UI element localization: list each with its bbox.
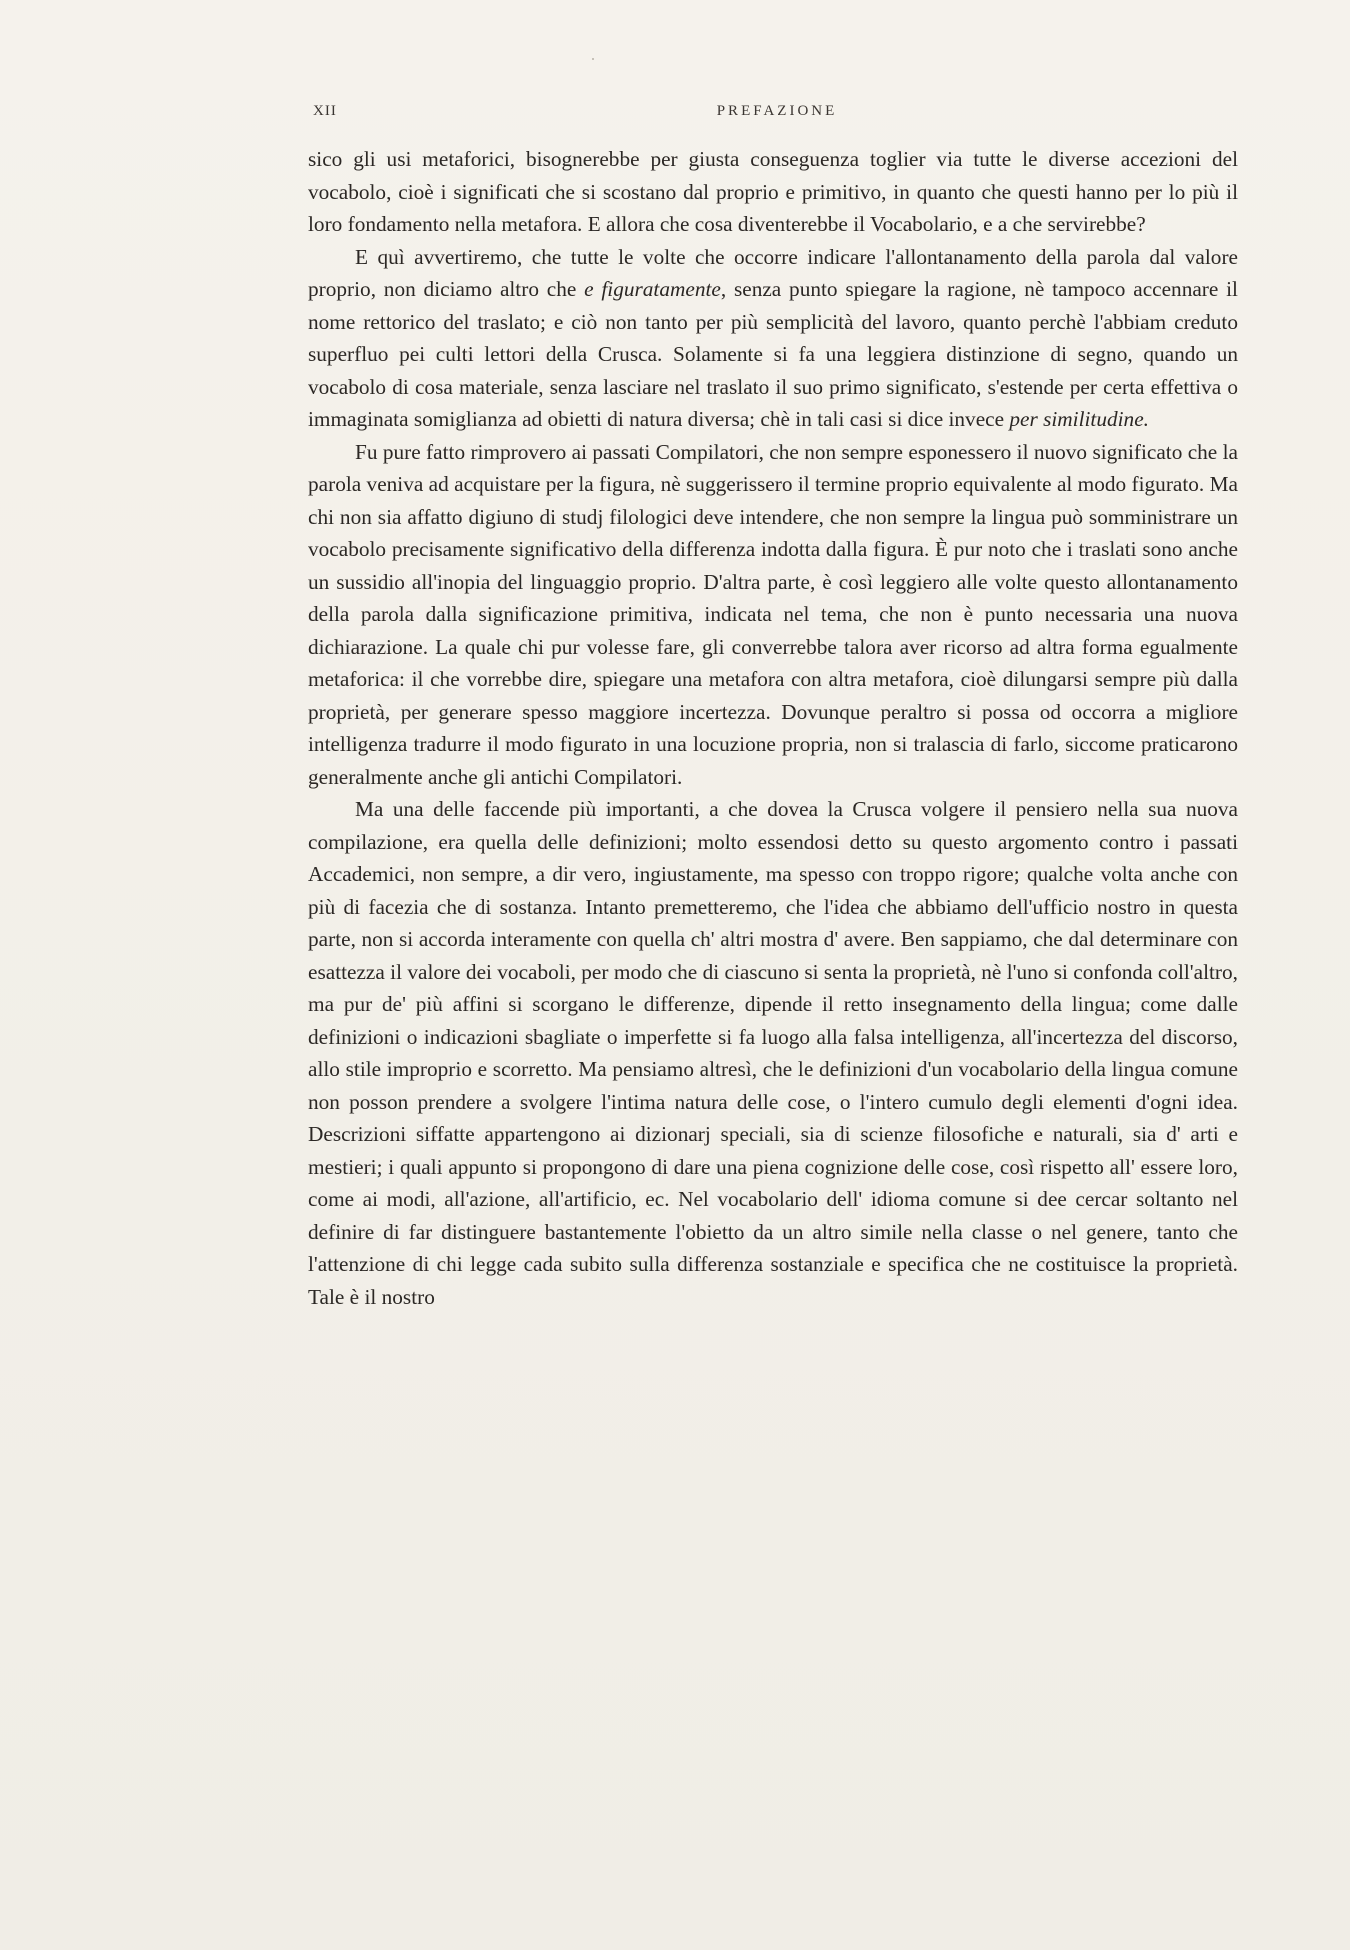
paragraph-text: sico gli usi metaforici, bisognerebbe per giusta conseguenza toglier via tutte le diverse accezioni del vocabolo, cioè i significati che si scostano dal proprio e primitivo, in quanto che questi hanno per lo più il loro fondamento nella metafora. E allora che cosa diventerebbe il Vocabolario, e a che servirebbe? [308,147,1238,236]
paper-speck [592,58,594,60]
paragraph-text: Fu pure fatto rimprovero ai passati Compilatori, che non sempre esponessero il nuovo significato che la parola veniva ad acquistare per la figura, nè suggerissero il termine proprio equivalente al modo figurato. Ma chi non sia affatto digiuno di studj filologici deve intendere, che non sempre la lingua può somministrare un vocabolo precisamente significativo della differenza indotta dalla figura. È pur noto che i traslati sono anche un sussidio all'inopia del linguaggio proprio. D'altra parte, è così leggiero alle volte questo allontanamento della parola dalla significazione primitiva, indicata nel tema, che non è punto necessaria una nuova dichiarazione. La quale chi pur volesse fare, gli converrebbe talora aver ricorso ad altra forma egualmente metaforica: il che vorrebbe dire, spiegare una metafora con altra metafora, cioè dilungarsi sempre più dalla proprietà, per generare spesso maggiore incertezza. Dovunque peraltro si possa od occorra a migliore intelligenza tradurre il modo figurato in una locuzione propria, non si tralascia di farlo, siccome praticarono generalmente anche gli antichi Compilatori. [308,439,1238,789]
body-text [308,143,1238,1313]
page-number: XII [313,103,337,119]
italic-term: per similitudine. [1009,407,1149,431]
running-title: PREFAZIONE [716,103,838,119]
paragraph-text: Ma una delle faccende più importanti, a che dovea la Crusca volgere il pensiero nella sua nuova compilazione, era quella delle definizioni; molto essendosi detto su questo argomento contro i passati Accademici, non sempre, a dir vero, ingiustamente, ma spesso con troppo rigore; qualche volta anche con più di facezia che di sostanza. Intanto premetteremo, che l'idea che abbiamo dell'ufficio nostro in questa parte, non si accorda interamente con quella ch' altri mostra d' avere. Ben sappiamo, che dal determinare con esattezza il valore dei vocaboli, per modo che di ciascuno si senta la proprietà, nè l'uno si confonda coll'altro, ma pur de' più affini si scorgano le differenze, dipende il retto insegnamento della lingua; come dalle definizioni o indicazioni sbagliate o imperfette si fa luogo alla falsa intelligenza, all'incertezza del discorso, allo stile improprio e scorretto. Ma pensiamo altresì, che le definizioni d'un vocabolario della lingua comune non posson prendere a svolgere l'intima natura delle cose, o l'intero cumulo degli elementi d'ogni idea. Descrizioni siffatte appartengono ai dizionarj speciali, sia di scienze filosofiche e naturali, sia d' arti e mestieri; i quali appunto si propongono di dare una piena cognizione delle cose, così rispetto all' essere loro, come ai modi, all'azione, all'artificio, ec. Nel vocabolario dell' idioma comune si dee cercar soltanto nel definire di far distinguere bastantemente l'obietto da un altro simile nella classe o nel genere, tanto che l'attenzione di chi legge cada subito sulla differenza sostanziale e specifica che ne costituisce la proprietà. Tale è il nostro [308,797,1238,1309]
page-header [313,100,1241,126]
paragraph-4 [308,793,1238,1313]
paragraph-1 [308,143,1238,241]
paragraph-2 [308,241,1238,436]
paragraph-text: , senza punto spiegare la ragione, nè tampoco accennare il nome rettorico del traslato; e ciò non tanto per più semplicità del lavoro, quanto perchè l'abbiam creduto superfluo pei culti lettori della Crusca. Solamente si fa una leggiera distinzione di segno, quando un vocabolo di cosa materiale, senza lasciare nel traslato il suo primo significato, s'estende per certa effettiva o immaginata somiglianza ad obietti di natura diversa; chè in tali casi si dice invece [308,277,1238,431]
italic-term: e figuratamente [584,277,721,301]
paragraph-3 [308,436,1238,794]
paragraph-text: E quì avvertiremo, che tutte le volte che occorre indicare l'allontanamento della parola dal valore proprio, non diciamo altro che [308,244,1238,301]
